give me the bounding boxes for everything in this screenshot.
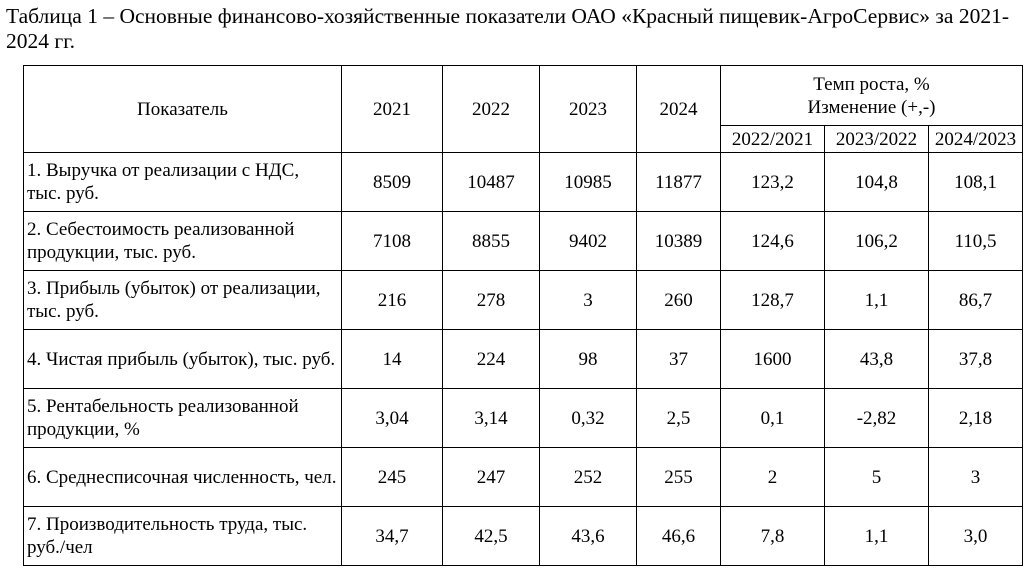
row-label: 5. Рентабельность реализованной продукции, %: [24, 389, 342, 448]
cell-g2: 104,8: [825, 153, 929, 212]
cell-y2023: 9402: [540, 212, 637, 271]
cell-y2021: 3,04: [342, 389, 443, 448]
cell-g2: -2,82: [825, 389, 929, 448]
cell-y2021: 245: [342, 448, 443, 507]
header-period-2: 2023/2022: [825, 126, 929, 153]
row-label: 3. Прибыль (убыток) от реализации, тыс. руб.: [24, 271, 342, 330]
cell-y2021: 216: [342, 271, 443, 330]
row-label: 7. Производительность труда, тыс. руб./чел: [24, 507, 342, 566]
cell-g2: 1,1: [825, 507, 929, 566]
cell-y2022: 278: [443, 271, 540, 330]
table-row: [24, 507, 1023, 566]
cell-y2023: 10985: [540, 153, 637, 212]
table-caption: Таблица 1 – Основные финансово-хозяйственные показатели ОАО «Красный пищевик-АгроСервис» за 2021-2024 гг.: [6, 4, 1009, 53]
cell-g1: 124,6: [721, 212, 825, 271]
cell-y2024: 2,5: [637, 389, 721, 448]
header-year-2023: 2023: [540, 66, 637, 153]
cell-g3: 86,7: [929, 271, 1023, 330]
header-growth-line2: Изменение (+,-): [807, 96, 936, 118]
table-row: [24, 153, 1023, 212]
cell-g1: 1600: [721, 330, 825, 389]
cell-g3: 37,8: [929, 330, 1023, 389]
table-row: [24, 271, 1023, 330]
cell-y2023: 3: [540, 271, 637, 330]
table-row: [24, 330, 1023, 389]
cell-g3: 108,1: [929, 153, 1023, 212]
cell-g2: 5: [825, 448, 929, 507]
cell-g1: 2: [721, 448, 825, 507]
cell-g1: 128,7: [721, 271, 825, 330]
header-period-1: 2022/2021: [721, 126, 825, 153]
header-growth: [721, 66, 1023, 126]
cell-g2: 106,2: [825, 212, 929, 271]
cell-y2024: 46,6: [637, 507, 721, 566]
cell-g2: 43,8: [825, 330, 929, 389]
header-year-2024: 2024: [637, 66, 721, 153]
cell-y2022: 10487: [443, 153, 540, 212]
header-indicator: Показатель: [24, 66, 342, 153]
table-row: [24, 389, 1023, 448]
financial-indicators-table: [23, 65, 1023, 566]
cell-y2023: 43,6: [540, 507, 637, 566]
cell-y2022: 3,14: [443, 389, 540, 448]
cell-y2023: 98: [540, 330, 637, 389]
cell-g3: 110,5: [929, 212, 1023, 271]
cell-y2023: 0,32: [540, 389, 637, 448]
header-period-3: 2024/2023: [929, 126, 1023, 153]
cell-y2021: 34,7: [342, 507, 443, 566]
cell-y2022: 247: [443, 448, 540, 507]
table-header-row: [24, 66, 1023, 126]
row-label: 2. Себестоимость реализованной продукции, тыс. руб.: [24, 212, 342, 271]
table-row: [24, 448, 1023, 507]
cell-g1: 7,8: [721, 507, 825, 566]
cell-g3: 2,18: [929, 389, 1023, 448]
cell-g1: 0,1: [721, 389, 825, 448]
cell-g3: 3: [929, 448, 1023, 507]
cell-y2022: 42,5: [443, 507, 540, 566]
cell-y2024: 37: [637, 330, 721, 389]
cell-y2024: 260: [637, 271, 721, 330]
row-label: 6. Среднесписочная численность, чел.: [24, 448, 342, 507]
cell-g1: 123,2: [721, 153, 825, 212]
cell-y2021: 7108: [342, 212, 443, 271]
cell-y2022: 224: [443, 330, 540, 389]
cell-y2024: 10389: [637, 212, 721, 271]
cell-y2024: 11877: [637, 153, 721, 212]
cell-y2022: 8855: [443, 212, 540, 271]
cell-y2021: 8509: [342, 153, 443, 212]
cell-y2021: 14: [342, 330, 443, 389]
cell-g3: 3,0: [929, 507, 1023, 566]
cell-g2: 1,1: [825, 271, 929, 330]
header-growth-line1: Темп роста, %: [813, 73, 930, 95]
table-row: [24, 212, 1023, 271]
header-year-2022: 2022: [443, 66, 540, 153]
cell-y2023: 252: [540, 448, 637, 507]
cell-y2024: 255: [637, 448, 721, 507]
row-label: 4. Чистая прибыль (убыток), тыс. руб.: [24, 330, 342, 389]
header-year-2021: 2021: [342, 66, 443, 153]
row-label: 1. Выручка от реализации с НДС, тыс. руб.: [24, 153, 342, 212]
